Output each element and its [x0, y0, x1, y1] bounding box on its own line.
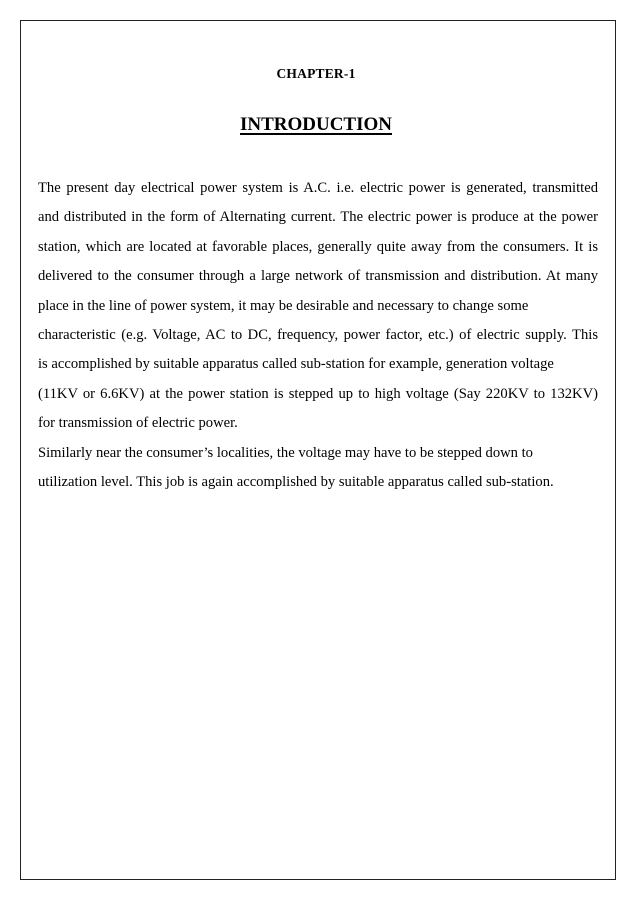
- paragraph-2: [38, 439, 598, 498]
- paragraph-line: characteristic (e.g. Voltage, AC to DC, frequency, power factor, etc.) of electric supply. This: [38, 327, 598, 344]
- paragraph-line: and distributed in the form of Alternating current. The electric power is produce at the power: [38, 209, 598, 226]
- paragraph-line: place in the line of power system, it may be desirable and necessary to change some: [38, 297, 529, 314]
- paragraph-line: station, which are located at favorable places, generally quite away from the consumers. It is: [38, 238, 598, 255]
- chapter-heading-text: CHAPTER-1: [276, 66, 356, 81]
- paragraph-line: (11KV or 6.6KV) at the power station is stepped up to high voltage (Say 220KV to 132KV): [38, 385, 598, 402]
- body-text: [38, 174, 598, 497]
- paragraph-line: for transmission of electric power.: [38, 415, 238, 432]
- section-title-text: INTRODUCTION: [239, 114, 393, 135]
- paragraph-line: Similarly near the consumer’s localities, the voltage may have to be stepped down to: [38, 444, 533, 461]
- paragraph-line: utilization level. This job is again accomplished by suitable apparatus called sub-station.: [38, 474, 554, 491]
- section-title: [0, 114, 638, 136]
- chapter-heading: [0, 66, 638, 82]
- paragraph-line: delivered to the consumer through a large network of transmission and distribution. At many: [38, 268, 598, 285]
- paragraph-line: is accomplished by suitable apparatus called sub-station for example, generation voltage: [38, 356, 554, 373]
- paragraph-line: The present day electrical power system is A.C. i.e. electric power is generated, transmitted: [38, 180, 598, 196]
- paragraph-1: [38, 174, 598, 439]
